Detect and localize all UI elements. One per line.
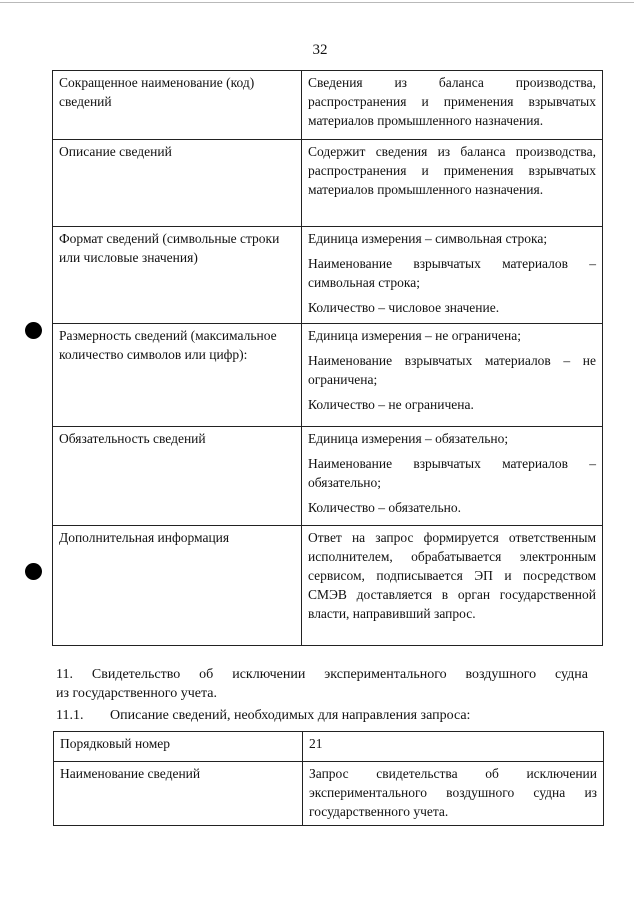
value-line: Сведения из баланса производства, распространения и применения взрывчатых материалов промышленного назначения. — [308, 75, 596, 128]
table-row — [53, 140, 603, 227]
table-row — [54, 732, 604, 762]
row-value — [303, 732, 604, 762]
value-line: Единица измерения – символьная строка; — [308, 231, 548, 246]
section-text: Описание сведений, необходимых для направления запроса: — [110, 708, 471, 723]
section-11-1-heading — [56, 706, 596, 725]
binder-hole-mark — [25, 563, 42, 580]
value-line: Единица измерения – обязательно; — [308, 431, 509, 446]
row-value — [302, 427, 603, 526]
value-line: Содержит сведения из баланса производства, распространения и применения взрывчатых материалов промышленного назначения. — [308, 144, 596, 197]
value-line: Ответ на запрос формируется ответственным исполнителем, обрабатывается электронным сервисом, подписывается ЭП и посредством СМЭВ доставляется в орган государственной власти, направивший запрос. — [308, 530, 596, 621]
row-label: Обязательность сведений — [53, 427, 302, 526]
table-row — [53, 324, 603, 427]
row-label: Наименование сведений — [54, 762, 303, 826]
table-row — [53, 71, 603, 140]
page-top-line — [0, 2, 634, 3]
value-line: Количество – обязательно. — [308, 500, 462, 515]
row-label: Размерность сведений (максимальное количество символов или цифр): — [53, 324, 302, 427]
request-table — [53, 731, 604, 826]
value-line: Наименование взрывчатых материалов – обязательно; — [308, 456, 596, 490]
row-value — [302, 71, 603, 140]
value-line: Наименование взрывчатых материалов – не ограничена; — [308, 353, 596, 387]
table-row — [53, 427, 603, 526]
value-line: 21 — [309, 736, 323, 751]
row-label: Описание сведений — [53, 140, 302, 227]
value-line: Запрос свидетельства об исключении экспериментального воздушного судна из государственного учета. — [309, 766, 597, 819]
row-label: Формат сведений (символьные строки или числовые значения) — [53, 227, 302, 324]
binder-hole-mark — [25, 322, 42, 339]
row-label: Порядковый номер — [54, 732, 303, 762]
table-row — [54, 762, 604, 826]
value-line: Единица измерения – не ограничена; — [308, 328, 522, 343]
value-line: Количество – не ограничена. — [308, 397, 474, 412]
row-value — [303, 762, 604, 826]
value-line: Количество – числовое значение. — [308, 300, 500, 315]
section-number: 11.1. — [56, 708, 84, 723]
table-row — [53, 227, 603, 324]
section-11-line-2: из государственного учета. — [56, 686, 217, 701]
section-11-line-1: 11. Свидетельство об исключении экспериментального воздушного судна — [56, 667, 588, 682]
value-line: Наименование взрывчатых материалов – символьная строка; — [308, 256, 596, 290]
section-11-heading — [56, 665, 588, 703]
row-value — [302, 227, 603, 324]
row-value — [302, 324, 603, 427]
info-table — [52, 70, 603, 646]
page-number: 32 — [312, 42, 328, 58]
table-row — [53, 526, 603, 646]
row-value — [302, 526, 603, 646]
row-label: Дополнительная информация — [53, 526, 302, 646]
row-value — [302, 140, 603, 227]
row-label: Сокращенное наименование (код) сведений — [53, 71, 302, 140]
